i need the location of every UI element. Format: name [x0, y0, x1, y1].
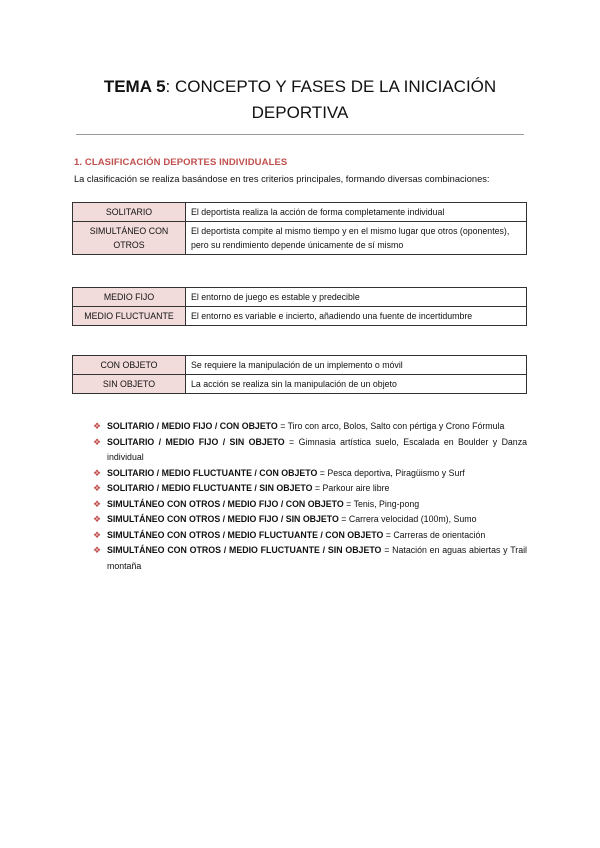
criteria-table-participation	[72, 202, 527, 255]
criterion-label: MEDIO FLUCTUANTE	[73, 307, 186, 326]
table-row	[73, 356, 527, 375]
table-row	[73, 203, 527, 222]
criterion-description: El entorno de juego es estable y predecible	[186, 288, 527, 307]
section-heading: 1. CLASIFICACIÓN DEPORTES INDIVIDUALES	[74, 157, 288, 168]
criterion-label: SIMULTÁNEO CON OTROS	[73, 222, 186, 255]
list-item	[90, 497, 527, 513]
combination-examples: = Tenis, Ping-pong	[343, 498, 420, 509]
list-item	[90, 481, 527, 497]
diamond-bullet-icon: ❖	[93, 483, 102, 493]
diamond-bullet-icon: ❖	[93, 421, 102, 431]
list-item	[90, 466, 527, 482]
combination-examples: = Tiro con arco, Bolos, Salto con pértiga y Crono Fórmula	[277, 421, 505, 431]
criterion-description: El entorno es variable e incierto, añadiendo una fuente de incertidumbre	[186, 307, 527, 326]
title-divider	[76, 134, 524, 135]
combination-examples: = Parkour aire libre	[312, 483, 390, 493]
combination-name: SOLITARIO / MEDIO FIJO / SIN OBJETO	[107, 436, 285, 447]
combination-examples: = Carrera velocidad (100m), Sumo	[338, 514, 477, 524]
title-topic-number: TEMA 5	[103, 77, 166, 96]
criterion-description: La acción se realiza sin la manipulación de un objeto	[186, 375, 527, 394]
combination-examples: = Carreras de orientación	[383, 529, 486, 540]
diamond-bullet-icon: ❖	[93, 436, 102, 447]
criterion-description: El deportista compite al mismo tiempo y en el mismo lugar que otros (oponentes), pero su rendimiento depende únicamente de sí mismo	[186, 222, 527, 255]
list-item	[90, 419, 527, 435]
combination-examples: = Natación en aguas abiertas y Trail montaña	[107, 545, 528, 571]
diamond-bullet-icon: ❖	[93, 514, 102, 524]
combination-examples: = Gimnasia artística suelo, Escalada en Boulder y Danza individual	[107, 436, 527, 462]
combination-name: SIMULTÁNEO CON OTROS / MEDIO FIJO / CON OBJETO	[107, 498, 344, 509]
title-second-line: DEPORTIVA	[251, 103, 349, 122]
criterion-label: MEDIO FIJO	[73, 288, 186, 307]
combination-name: SIMULTÁNEO CON OTROS / MEDIO FLUCTUANTE / CON OBJETO	[107, 529, 384, 540]
list-item	[90, 512, 527, 528]
criterion-label: SIN OBJETO	[73, 375, 186, 394]
combination-name: SOLITARIO / MEDIO FLUCTUANTE / SIN OBJETO	[107, 483, 313, 493]
combination-name: SIMULTÁNEO CON OTROS / MEDIO FLUCTUANTE / SIN OBJETO	[107, 545, 382, 555]
criteria-table-environment	[72, 287, 527, 326]
table-row	[73, 288, 527, 307]
diamond-bullet-icon: ❖	[93, 545, 102, 555]
document-title	[70, 74, 530, 126]
criterion-description: Se requiere la manipulación de un implemento o móvil	[186, 356, 527, 375]
intro-paragraph: La clasificación se realiza basándose en tres criterios principales, formando diversas combinaciones:	[74, 174, 490, 184]
table-row	[73, 222, 527, 255]
criterion-description: El deportista realiza la acción de forma completamente individual	[186, 203, 527, 222]
combination-examples: = Pesca deportiva, Piragüismo y Surf	[317, 467, 465, 478]
table-row	[73, 307, 527, 326]
criterion-label: CON OBJETO	[73, 356, 186, 375]
diamond-bullet-icon: ❖	[93, 467, 102, 478]
combination-list	[90, 419, 527, 574]
list-item	[90, 528, 527, 544]
criterion-label: SOLITARIO	[73, 203, 186, 222]
combination-name: SIMULTÁNEO CON OTROS / MEDIO FIJO / SIN OBJETO	[107, 514, 339, 524]
diamond-bullet-icon: ❖	[93, 498, 102, 509]
list-item	[90, 435, 527, 466]
criteria-table-object	[72, 355, 527, 394]
table-row	[73, 375, 527, 394]
combination-name: SOLITARIO / MEDIO FIJO / CON OBJETO	[107, 421, 278, 431]
list-item	[90, 543, 527, 574]
combination-name: SOLITARIO / MEDIO FLUCTUANTE / CON OBJETO	[107, 467, 318, 478]
diamond-bullet-icon: ❖	[93, 529, 102, 540]
title-topic-name: : CONCEPTO Y FASES DE LA INICIACIÓN	[165, 77, 497, 96]
